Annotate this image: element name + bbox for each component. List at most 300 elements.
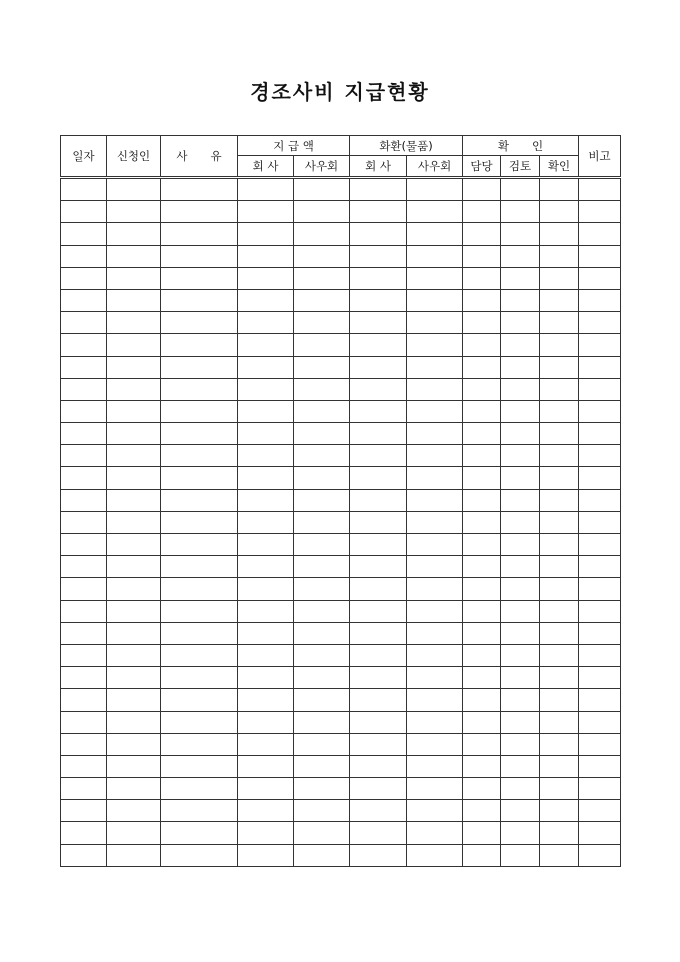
payment-association-cell[interactable] (294, 844, 350, 866)
wreath-association-cell[interactable] (407, 733, 463, 755)
reason-cell[interactable] (161, 289, 238, 311)
date-cell[interactable] (61, 356, 107, 378)
confirm-review-cell[interactable] (501, 467, 540, 489)
wreath-company-cell[interactable] (350, 334, 407, 356)
applicant-cell[interactable] (107, 400, 161, 422)
payment-association-cell[interactable] (294, 400, 350, 422)
wreath-company-cell[interactable] (350, 356, 407, 378)
reason-cell[interactable] (161, 467, 238, 489)
wreath-company-cell[interactable] (350, 312, 407, 334)
confirm-approve-cell[interactable] (540, 445, 579, 467)
confirm-approve-cell[interactable] (540, 711, 579, 733)
date-cell[interactable] (61, 667, 107, 689)
date-cell[interactable] (61, 445, 107, 467)
reason-cell[interactable] (161, 201, 238, 223)
reason-cell[interactable] (161, 400, 238, 422)
confirm-review-cell[interactable] (501, 689, 540, 711)
confirm-manager-cell[interactable] (463, 511, 501, 533)
payment-company-cell[interactable] (238, 755, 294, 777)
reason-cell[interactable] (161, 689, 238, 711)
confirm-manager-cell[interactable] (463, 778, 501, 800)
confirm-review-cell[interactable] (501, 711, 540, 733)
reason-cell[interactable] (161, 334, 238, 356)
payment-company-cell[interactable] (238, 201, 294, 223)
payment-company-cell[interactable] (238, 400, 294, 422)
applicant-cell[interactable] (107, 356, 161, 378)
applicant-cell[interactable] (107, 689, 161, 711)
confirm-manager-cell[interactable] (463, 334, 501, 356)
date-cell[interactable] (61, 400, 107, 422)
wreath-company-cell[interactable] (350, 822, 407, 844)
reason-cell[interactable] (161, 556, 238, 578)
wreath-association-cell[interactable] (407, 689, 463, 711)
wreath-association-cell[interactable] (407, 356, 463, 378)
remarks-cell[interactable] (579, 689, 621, 711)
payment-company-cell[interactable] (238, 334, 294, 356)
confirm-approve-cell[interactable] (540, 423, 579, 445)
payment-company-cell[interactable] (238, 534, 294, 556)
reason-cell[interactable] (161, 312, 238, 334)
remarks-cell[interactable] (579, 267, 621, 289)
confirm-approve-cell[interactable] (540, 378, 579, 400)
applicant-cell[interactable] (107, 644, 161, 666)
remarks-cell[interactable] (579, 445, 621, 467)
wreath-company-cell[interactable] (350, 800, 407, 822)
wreath-company-cell[interactable] (350, 778, 407, 800)
confirm-review-cell[interactable] (501, 245, 540, 267)
confirm-review-cell[interactable] (501, 223, 540, 245)
payment-company-cell[interactable] (238, 489, 294, 511)
remarks-cell[interactable] (579, 667, 621, 689)
remarks-cell[interactable] (579, 312, 621, 334)
confirm-manager-cell[interactable] (463, 378, 501, 400)
payment-company-cell[interactable] (238, 378, 294, 400)
date-cell[interactable] (61, 800, 107, 822)
date-cell[interactable] (61, 689, 107, 711)
date-cell[interactable] (61, 245, 107, 267)
payment-association-cell[interactable] (294, 644, 350, 666)
confirm-review-cell[interactable] (501, 356, 540, 378)
payment-company-cell[interactable] (238, 178, 294, 201)
remarks-cell[interactable] (579, 778, 621, 800)
reason-cell[interactable] (161, 356, 238, 378)
date-cell[interactable] (61, 423, 107, 445)
remarks-cell[interactable] (579, 289, 621, 311)
payment-company-cell[interactable] (238, 467, 294, 489)
date-cell[interactable] (61, 334, 107, 356)
wreath-company-cell[interactable] (350, 423, 407, 445)
confirm-approve-cell[interactable] (540, 489, 579, 511)
payment-company-cell[interactable] (238, 844, 294, 866)
wreath-company-cell[interactable] (350, 844, 407, 866)
confirm-manager-cell[interactable] (463, 689, 501, 711)
applicant-cell[interactable] (107, 711, 161, 733)
applicant-cell[interactable] (107, 600, 161, 622)
wreath-company-cell[interactable] (350, 622, 407, 644)
payment-association-cell[interactable] (294, 423, 350, 445)
payment-company-cell[interactable] (238, 822, 294, 844)
applicant-cell[interactable] (107, 378, 161, 400)
date-cell[interactable] (61, 267, 107, 289)
date-cell[interactable] (61, 822, 107, 844)
wreath-company-cell[interactable] (350, 689, 407, 711)
remarks-cell[interactable] (579, 711, 621, 733)
date-cell[interactable] (61, 201, 107, 223)
confirm-manager-cell[interactable] (463, 644, 501, 666)
remarks-cell[interactable] (579, 489, 621, 511)
confirm-manager-cell[interactable] (463, 600, 501, 622)
wreath-association-cell[interactable] (407, 267, 463, 289)
wreath-company-cell[interactable] (350, 467, 407, 489)
confirm-review-cell[interactable] (501, 178, 540, 201)
payment-association-cell[interactable] (294, 667, 350, 689)
confirm-approve-cell[interactable] (540, 312, 579, 334)
wreath-association-cell[interactable] (407, 334, 463, 356)
reason-cell[interactable] (161, 378, 238, 400)
date-cell[interactable] (61, 489, 107, 511)
wreath-association-cell[interactable] (407, 223, 463, 245)
date-cell[interactable] (61, 600, 107, 622)
applicant-cell[interactable] (107, 755, 161, 777)
remarks-cell[interactable] (579, 755, 621, 777)
reason-cell[interactable] (161, 489, 238, 511)
date-cell[interactable] (61, 755, 107, 777)
payment-association-cell[interactable] (294, 467, 350, 489)
remarks-cell[interactable] (579, 245, 621, 267)
wreath-association-cell[interactable] (407, 711, 463, 733)
wreath-company-cell[interactable] (350, 534, 407, 556)
confirm-approve-cell[interactable] (540, 556, 579, 578)
reason-cell[interactable] (161, 511, 238, 533)
confirm-review-cell[interactable] (501, 667, 540, 689)
date-cell[interactable] (61, 223, 107, 245)
applicant-cell[interactable] (107, 423, 161, 445)
date-cell[interactable] (61, 556, 107, 578)
wreath-association-cell[interactable] (407, 201, 463, 223)
remarks-cell[interactable] (579, 378, 621, 400)
wreath-association-cell[interactable] (407, 644, 463, 666)
wreath-association-cell[interactable] (407, 622, 463, 644)
reason-cell[interactable] (161, 711, 238, 733)
payment-association-cell[interactable] (294, 711, 350, 733)
reason-cell[interactable] (161, 667, 238, 689)
wreath-company-cell[interactable] (350, 378, 407, 400)
payment-association-cell[interactable] (294, 778, 350, 800)
confirm-review-cell[interactable] (501, 201, 540, 223)
confirm-approve-cell[interactable] (540, 245, 579, 267)
confirm-review-cell[interactable] (501, 445, 540, 467)
payment-association-cell[interactable] (294, 733, 350, 755)
payment-company-cell[interactable] (238, 667, 294, 689)
date-cell[interactable] (61, 534, 107, 556)
confirm-approve-cell[interactable] (540, 844, 579, 866)
confirm-manager-cell[interactable] (463, 800, 501, 822)
applicant-cell[interactable] (107, 489, 161, 511)
date-cell[interactable] (61, 378, 107, 400)
applicant-cell[interactable] (107, 733, 161, 755)
wreath-association-cell[interactable] (407, 489, 463, 511)
confirm-approve-cell[interactable] (540, 356, 579, 378)
confirm-review-cell[interactable] (501, 489, 540, 511)
payment-company-cell[interactable] (238, 800, 294, 822)
wreath-association-cell[interactable] (407, 423, 463, 445)
date-cell[interactable] (61, 733, 107, 755)
confirm-approve-cell[interactable] (540, 644, 579, 666)
confirm-manager-cell[interactable] (463, 822, 501, 844)
applicant-cell[interactable] (107, 622, 161, 644)
reason-cell[interactable] (161, 534, 238, 556)
confirm-approve-cell[interactable] (540, 534, 579, 556)
reason-cell[interactable] (161, 245, 238, 267)
confirm-manager-cell[interactable] (463, 245, 501, 267)
confirm-review-cell[interactable] (501, 800, 540, 822)
applicant-cell[interactable] (107, 534, 161, 556)
payment-company-cell[interactable] (238, 356, 294, 378)
wreath-company-cell[interactable] (350, 289, 407, 311)
applicant-cell[interactable] (107, 844, 161, 866)
confirm-review-cell[interactable] (501, 733, 540, 755)
reason-cell[interactable] (161, 733, 238, 755)
wreath-association-cell[interactable] (407, 511, 463, 533)
payment-company-cell[interactable] (238, 711, 294, 733)
applicant-cell[interactable] (107, 778, 161, 800)
applicant-cell[interactable] (107, 223, 161, 245)
confirm-manager-cell[interactable] (463, 622, 501, 644)
confirm-review-cell[interactable] (501, 289, 540, 311)
remarks-cell[interactable] (579, 644, 621, 666)
wreath-company-cell[interactable] (350, 245, 407, 267)
applicant-cell[interactable] (107, 289, 161, 311)
payment-company-cell[interactable] (238, 511, 294, 533)
applicant-cell[interactable] (107, 667, 161, 689)
wreath-company-cell[interactable] (350, 267, 407, 289)
payment-association-cell[interactable] (294, 445, 350, 467)
confirm-approve-cell[interactable] (540, 689, 579, 711)
confirm-approve-cell[interactable] (540, 733, 579, 755)
confirm-review-cell[interactable] (501, 644, 540, 666)
date-cell[interactable] (61, 622, 107, 644)
confirm-approve-cell[interactable] (540, 334, 579, 356)
reason-cell[interactable] (161, 755, 238, 777)
remarks-cell[interactable] (579, 800, 621, 822)
wreath-company-cell[interactable] (350, 578, 407, 600)
payment-company-cell[interactable] (238, 556, 294, 578)
payment-association-cell[interactable] (294, 289, 350, 311)
date-cell[interactable] (61, 312, 107, 334)
remarks-cell[interactable] (579, 423, 621, 445)
remarks-cell[interactable] (579, 178, 621, 201)
payment-company-cell[interactable] (238, 267, 294, 289)
payment-association-cell[interactable] (294, 334, 350, 356)
confirm-approve-cell[interactable] (540, 622, 579, 644)
wreath-association-cell[interactable] (407, 556, 463, 578)
payment-company-cell[interactable] (238, 423, 294, 445)
reason-cell[interactable] (161, 822, 238, 844)
confirm-review-cell[interactable] (501, 267, 540, 289)
confirm-review-cell[interactable] (501, 844, 540, 866)
wreath-company-cell[interactable] (350, 711, 407, 733)
reason-cell[interactable] (161, 578, 238, 600)
date-cell[interactable] (61, 711, 107, 733)
confirm-approve-cell[interactable] (540, 201, 579, 223)
payment-association-cell[interactable] (294, 600, 350, 622)
remarks-cell[interactable] (579, 622, 621, 644)
confirm-manager-cell[interactable] (463, 556, 501, 578)
applicant-cell[interactable] (107, 334, 161, 356)
confirm-approve-cell[interactable] (540, 778, 579, 800)
date-cell[interactable] (61, 467, 107, 489)
wreath-association-cell[interactable] (407, 289, 463, 311)
confirm-review-cell[interactable] (501, 755, 540, 777)
confirm-review-cell[interactable] (501, 578, 540, 600)
applicant-cell[interactable] (107, 312, 161, 334)
wreath-company-cell[interactable] (350, 178, 407, 201)
confirm-review-cell[interactable] (501, 378, 540, 400)
confirm-review-cell[interactable] (501, 400, 540, 422)
payment-association-cell[interactable] (294, 556, 350, 578)
date-cell[interactable] (61, 644, 107, 666)
payment-association-cell[interactable] (294, 201, 350, 223)
remarks-cell[interactable] (579, 822, 621, 844)
payment-company-cell[interactable] (238, 778, 294, 800)
remarks-cell[interactable] (579, 334, 621, 356)
reason-cell[interactable] (161, 600, 238, 622)
remarks-cell[interactable] (579, 356, 621, 378)
wreath-company-cell[interactable] (350, 644, 407, 666)
applicant-cell[interactable] (107, 800, 161, 822)
reason-cell[interactable] (161, 178, 238, 201)
remarks-cell[interactable] (579, 223, 621, 245)
confirm-manager-cell[interactable] (463, 578, 501, 600)
payment-association-cell[interactable] (294, 378, 350, 400)
wreath-company-cell[interactable] (350, 556, 407, 578)
payment-association-cell[interactable] (294, 312, 350, 334)
payment-company-cell[interactable] (238, 223, 294, 245)
confirm-review-cell[interactable] (501, 778, 540, 800)
confirm-approve-cell[interactable] (540, 400, 579, 422)
payment-association-cell[interactable] (294, 578, 350, 600)
date-cell[interactable] (61, 578, 107, 600)
date-cell[interactable] (61, 289, 107, 311)
wreath-association-cell[interactable] (407, 600, 463, 622)
confirm-approve-cell[interactable] (540, 755, 579, 777)
payment-company-cell[interactable] (238, 312, 294, 334)
confirm-manager-cell[interactable] (463, 733, 501, 755)
payment-association-cell[interactable] (294, 822, 350, 844)
confirm-manager-cell[interactable] (463, 534, 501, 556)
wreath-association-cell[interactable] (407, 755, 463, 777)
confirm-manager-cell[interactable] (463, 178, 501, 201)
confirm-manager-cell[interactable] (463, 312, 501, 334)
wreath-association-cell[interactable] (407, 822, 463, 844)
date-cell[interactable] (61, 844, 107, 866)
wreath-association-cell[interactable] (407, 378, 463, 400)
wreath-company-cell[interactable] (350, 400, 407, 422)
wreath-association-cell[interactable] (407, 467, 463, 489)
wreath-association-cell[interactable] (407, 667, 463, 689)
confirm-review-cell[interactable] (501, 534, 540, 556)
remarks-cell[interactable] (579, 467, 621, 489)
payment-association-cell[interactable] (294, 489, 350, 511)
applicant-cell[interactable] (107, 578, 161, 600)
applicant-cell[interactable] (107, 467, 161, 489)
wreath-association-cell[interactable] (407, 312, 463, 334)
wreath-company-cell[interactable] (350, 511, 407, 533)
reason-cell[interactable] (161, 622, 238, 644)
wreath-association-cell[interactable] (407, 445, 463, 467)
remarks-cell[interactable] (579, 511, 621, 533)
wreath-company-cell[interactable] (350, 755, 407, 777)
remarks-cell[interactable] (579, 600, 621, 622)
confirm-approve-cell[interactable] (540, 600, 579, 622)
reason-cell[interactable] (161, 800, 238, 822)
payment-company-cell[interactable] (238, 289, 294, 311)
wreath-association-cell[interactable] (407, 534, 463, 556)
remarks-cell[interactable] (579, 556, 621, 578)
confirm-approve-cell[interactable] (540, 178, 579, 201)
payment-association-cell[interactable] (294, 511, 350, 533)
applicant-cell[interactable] (107, 445, 161, 467)
wreath-association-cell[interactable] (407, 400, 463, 422)
confirm-review-cell[interactable] (501, 312, 540, 334)
applicant-cell[interactable] (107, 245, 161, 267)
confirm-review-cell[interactable] (501, 423, 540, 445)
confirm-review-cell[interactable] (501, 822, 540, 844)
payment-association-cell[interactable] (294, 178, 350, 201)
confirm-manager-cell[interactable] (463, 755, 501, 777)
confirm-approve-cell[interactable] (540, 667, 579, 689)
confirm-manager-cell[interactable] (463, 223, 501, 245)
wreath-association-cell[interactable] (407, 844, 463, 866)
confirm-manager-cell[interactable] (463, 400, 501, 422)
wreath-association-cell[interactable] (407, 178, 463, 201)
payment-association-cell[interactable] (294, 689, 350, 711)
remarks-cell[interactable] (579, 733, 621, 755)
wreath-company-cell[interactable] (350, 600, 407, 622)
wreath-association-cell[interactable] (407, 778, 463, 800)
wreath-company-cell[interactable] (350, 667, 407, 689)
applicant-cell[interactable] (107, 511, 161, 533)
confirm-approve-cell[interactable] (540, 800, 579, 822)
confirm-manager-cell[interactable] (463, 201, 501, 223)
reason-cell[interactable] (161, 267, 238, 289)
confirm-approve-cell[interactable] (540, 267, 579, 289)
confirm-manager-cell[interactable] (463, 467, 501, 489)
remarks-cell[interactable] (579, 201, 621, 223)
payment-association-cell[interactable] (294, 356, 350, 378)
payment-association-cell[interactable] (294, 622, 350, 644)
applicant-cell[interactable] (107, 201, 161, 223)
wreath-company-cell[interactable] (350, 489, 407, 511)
reason-cell[interactable] (161, 778, 238, 800)
payment-association-cell[interactable] (294, 534, 350, 556)
confirm-manager-cell[interactable] (463, 423, 501, 445)
reason-cell[interactable] (161, 423, 238, 445)
confirm-manager-cell[interactable] (463, 289, 501, 311)
confirm-review-cell[interactable] (501, 334, 540, 356)
applicant-cell[interactable] (107, 178, 161, 201)
remarks-cell[interactable] (579, 844, 621, 866)
date-cell[interactable] (61, 511, 107, 533)
confirm-review-cell[interactable] (501, 511, 540, 533)
confirm-review-cell[interactable] (501, 556, 540, 578)
wreath-company-cell[interactable] (350, 201, 407, 223)
remarks-cell[interactable] (579, 534, 621, 556)
applicant-cell[interactable] (107, 267, 161, 289)
confirm-manager-cell[interactable] (463, 489, 501, 511)
confirm-approve-cell[interactable] (540, 822, 579, 844)
confirm-manager-cell[interactable] (463, 844, 501, 866)
